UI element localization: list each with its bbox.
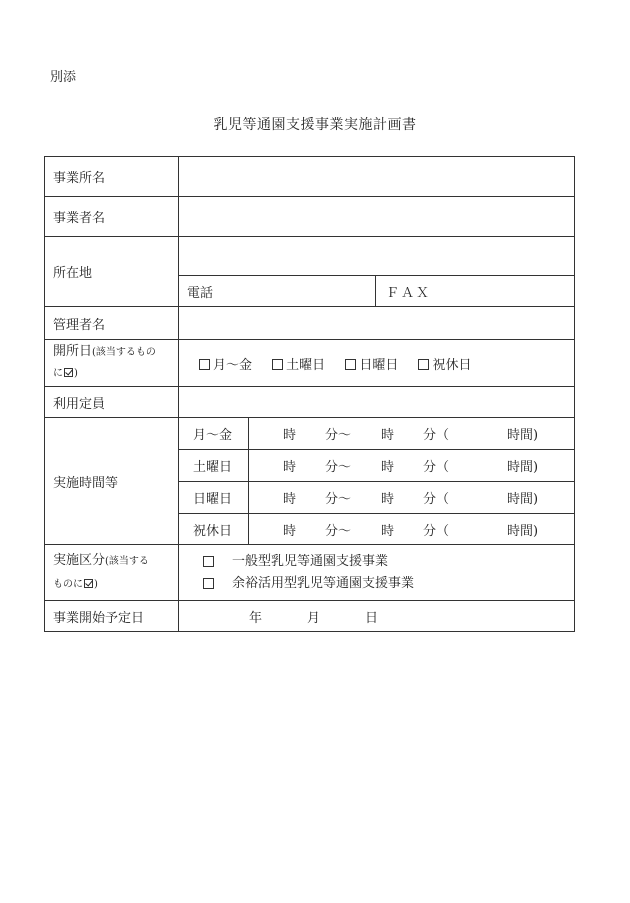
category-note-cont: ものに xyxy=(53,578,83,590)
time-day-label: 土曜日 xyxy=(179,450,249,482)
manager-label: 管理者名 xyxy=(45,307,179,340)
time-day-label: 月～金 xyxy=(179,418,249,450)
row-address xyxy=(45,237,575,276)
checked-box-icon xyxy=(84,579,93,588)
fax-field[interactable] xyxy=(376,276,575,307)
category-option-label: 一般型乳児等通園支援事業 xyxy=(232,553,389,569)
checkbox-icon[interactable] xyxy=(203,578,214,589)
checkbox-icon[interactable] xyxy=(203,556,214,567)
row-open-days xyxy=(45,340,575,387)
time-field[interactable] xyxy=(249,418,575,450)
time-unit: 時 xyxy=(381,492,395,507)
address-field[interactable] xyxy=(179,237,575,276)
capacity-field[interactable] xyxy=(179,387,575,418)
open-days-label-cell xyxy=(45,340,179,387)
time-unit: 分（ xyxy=(423,492,450,507)
check-note: (該当するもの xyxy=(92,347,156,358)
open-day-option-holiday[interactable] xyxy=(418,358,471,373)
category-label-cell xyxy=(45,545,179,601)
time-unit: 分（ xyxy=(423,523,450,539)
category-label: 実施区分 xyxy=(53,552,106,568)
row-manager xyxy=(45,307,575,340)
category-option-surplus[interactable] xyxy=(187,573,566,595)
open-day-option-label: 祝休日 xyxy=(432,357,472,373)
open-days-options xyxy=(179,340,575,387)
open-day-option-label: 月～金 xyxy=(213,357,253,373)
row-operator-name xyxy=(45,197,575,237)
open-day-option-weekday[interactable] xyxy=(199,358,252,373)
time-unit: 分～ xyxy=(325,428,352,443)
time-unit: 時 xyxy=(381,428,395,443)
tel-field[interactable] xyxy=(179,276,376,307)
time-unit: 時間) xyxy=(507,428,539,443)
time-unit: 分～ xyxy=(325,523,352,539)
checkbox-icon[interactable] xyxy=(272,359,283,370)
time-unit: 分～ xyxy=(325,492,352,507)
time-day-label: 日曜日 xyxy=(179,482,249,514)
hours-label: 実施時間等 xyxy=(45,418,179,545)
open-day-option-label: 土曜日 xyxy=(286,357,326,373)
time-unit: 分（ xyxy=(423,428,450,443)
date-unit-year: 年 xyxy=(249,610,263,626)
row-start-date xyxy=(45,601,575,632)
date-unit-day: 日 xyxy=(365,610,379,626)
capacity-label: 利用定員 xyxy=(45,387,179,418)
open-day-option-sunday[interactable] xyxy=(345,358,398,373)
checked-box-icon xyxy=(64,368,73,377)
category-options xyxy=(179,545,575,601)
category-option-label: 余裕活用型乳児等通園支援事業 xyxy=(232,575,415,591)
time-day-label: 祝休日 xyxy=(179,514,249,545)
plan-form-table xyxy=(44,156,575,632)
time-field[interactable] xyxy=(249,450,575,482)
time-unit: 時 xyxy=(283,523,297,539)
time-field[interactable] xyxy=(249,514,575,545)
office-name-field[interactable] xyxy=(179,157,575,197)
category-note: (該当する xyxy=(105,555,149,567)
address-label: 所在地 xyxy=(45,237,179,307)
time-unit: 分（ xyxy=(423,460,450,475)
time-unit: 時 xyxy=(381,460,395,475)
start-date-field[interactable] xyxy=(179,601,575,632)
operator-name-field[interactable] xyxy=(179,197,575,237)
row-office-name xyxy=(45,157,575,197)
check-note-end: ) xyxy=(74,368,78,379)
checkbox-icon[interactable] xyxy=(418,359,429,370)
time-unit: 時 xyxy=(381,523,395,539)
time-row xyxy=(45,418,575,450)
category-option-general[interactable] xyxy=(187,551,566,573)
date-unit-month: 月 xyxy=(307,610,321,626)
time-unit: 時 xyxy=(283,492,297,507)
check-note-cont: に xyxy=(53,368,63,379)
fax-label: ＦＡＸ xyxy=(386,285,432,301)
time-unit: 時 xyxy=(283,428,297,443)
manager-field[interactable] xyxy=(179,307,575,340)
annex-label: 別添 xyxy=(50,70,77,85)
open-days-label: 開所日 xyxy=(53,344,93,359)
checkbox-icon[interactable] xyxy=(199,359,210,370)
time-unit: 時間) xyxy=(507,523,539,539)
row-category xyxy=(45,545,575,601)
time-unit: 時 xyxy=(283,460,297,475)
open-day-option-saturday[interactable] xyxy=(272,358,325,373)
open-day-option-label: 日曜日 xyxy=(359,357,399,373)
operator-name-label: 事業者名 xyxy=(45,197,179,237)
office-name-label: 事業所名 xyxy=(45,157,179,197)
category-note-end: ) xyxy=(94,578,98,590)
checkbox-icon[interactable] xyxy=(345,359,356,370)
tel-label: 電話 xyxy=(187,285,214,301)
start-date-label: 事業開始予定日 xyxy=(45,601,179,632)
time-unit: 時間) xyxy=(507,460,539,475)
row-capacity xyxy=(45,387,575,418)
time-unit: 分～ xyxy=(325,460,352,475)
time-field[interactable] xyxy=(249,482,575,514)
time-unit: 時間) xyxy=(507,492,539,507)
document-title: 乳児等通園支援事業実施計画書 xyxy=(213,117,417,133)
